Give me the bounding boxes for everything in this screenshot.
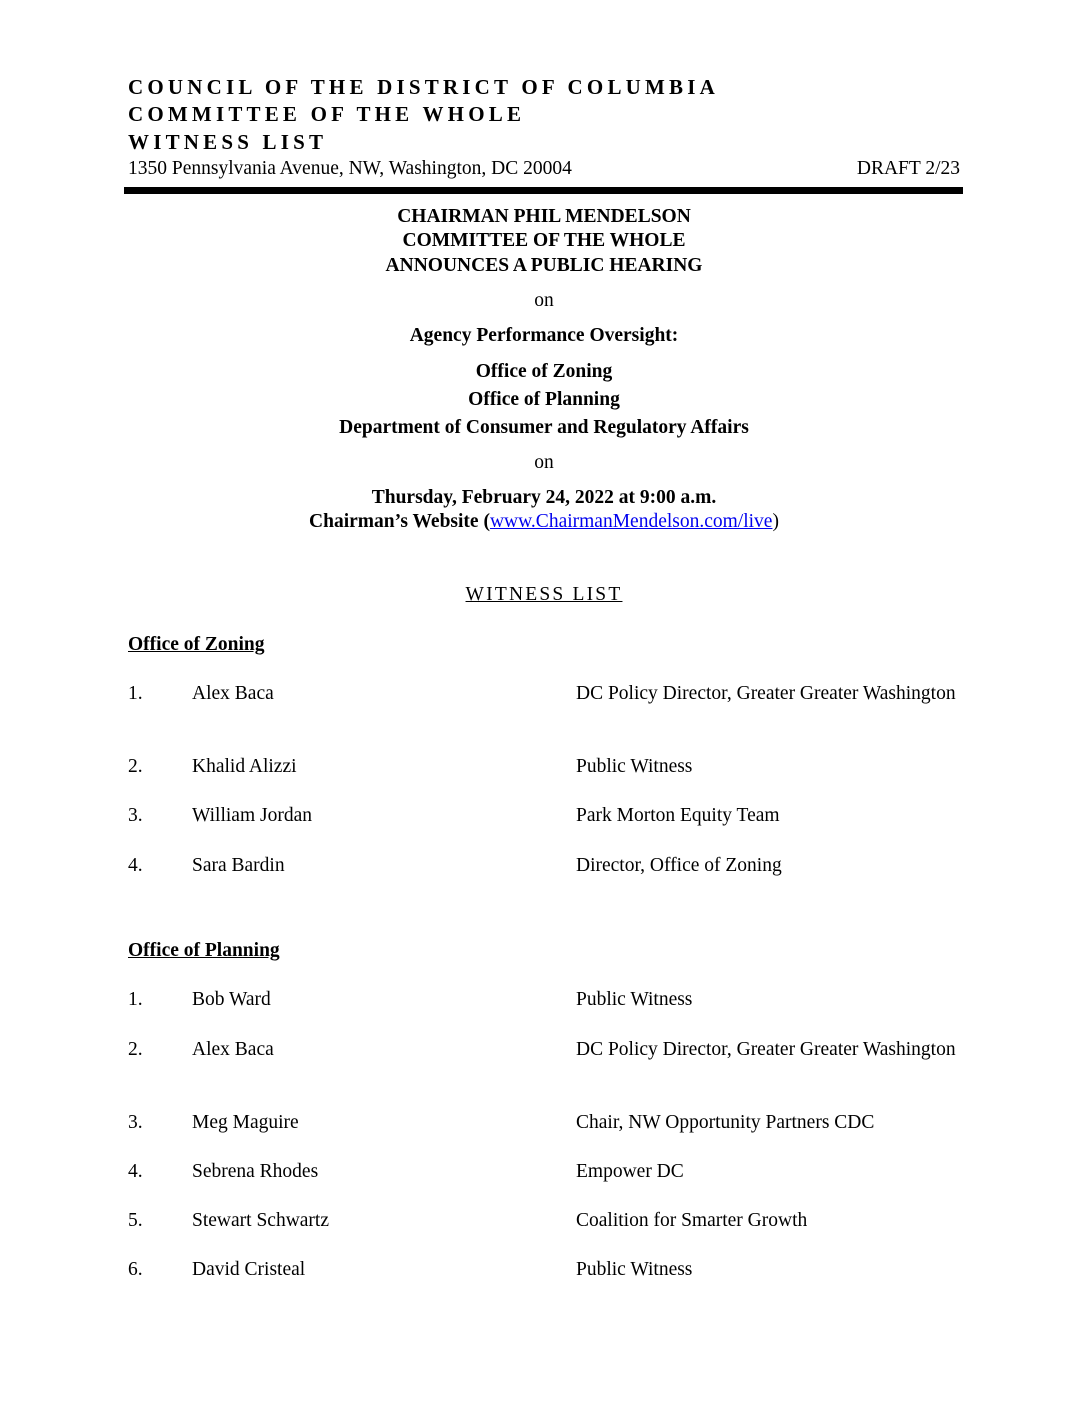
section-title-planning: Office of Planning — [128, 940, 280, 961]
witness-number: 4. — [128, 855, 143, 876]
website-prefix: Chairman’s Website ( — [309, 511, 490, 532]
on-text: on — [534, 290, 554, 311]
on-text: on — [534, 452, 554, 473]
witness-number: 6. — [128, 1259, 143, 1280]
agency-planning: Office of Planning — [468, 389, 620, 410]
witness-affiliation: Coalition for Smarter Growth — [576, 1210, 808, 1231]
witness-name: Bob Ward — [192, 989, 271, 1010]
agency-zoning: Office of Zoning — [475, 361, 613, 382]
witness-number: 4. — [128, 1161, 143, 1182]
witness-affiliation: Public Witness — [576, 756, 693, 777]
witness-name: William Jordan — [192, 805, 312, 826]
witness-list-heading — [0, 583, 1088, 607]
witness-number: 2. — [128, 1039, 143, 1060]
website-line — [0, 510, 1088, 534]
hearing-topic: Agency Performance Oversight: — [409, 325, 679, 346]
witness-name: Alex Baca — [192, 683, 274, 704]
witness-name: Sebrena Rhodes — [192, 1161, 319, 1182]
committee-line: COMMITTEE OF THE WHOLE — [402, 230, 686, 251]
witness-affiliation: Park Morton Equity Team — [576, 805, 780, 826]
witness-number: 3. — [128, 805, 143, 826]
witness-name: Alex Baca — [192, 1039, 274, 1060]
witness-affiliation: Chair, NW Opportunity Partners CDC — [576, 1112, 875, 1133]
witness-affiliation: Public Witness — [576, 1259, 693, 1280]
witness-number: 1. — [128, 683, 143, 704]
witness-list-title: WITNESS LIST — [128, 130, 328, 154]
website-suffix: ) — [772, 511, 779, 532]
witness-name: Meg Maguire — [192, 1112, 299, 1133]
witness-affiliation: Director, Office of Zoning — [576, 855, 782, 876]
agency-dcra: Department of Consumer and Regulatory Affairs — [339, 417, 749, 438]
chairman-line: CHAIRMAN PHIL MENDELSON — [397, 206, 691, 227]
witness-number: 1. — [128, 989, 143, 1010]
address: 1350 Pennsylvania Avenue, NW, Washington, DC 20004 — [128, 158, 572, 179]
witness-name: Stewart Schwartz — [192, 1210, 329, 1231]
hearing-line: ANNOUNCES A PUBLIC HEARING — [385, 255, 703, 276]
witness-name: Sara Bardin — [192, 855, 285, 876]
committee-title: COMMITTEE OF THE WHOLE — [128, 102, 526, 126]
header-divider — [124, 187, 963, 194]
witness-list-heading-text: WITNESS LIST — [465, 584, 623, 605]
witness-number: 3. — [128, 1112, 143, 1133]
witness-affiliation: Empower DC — [576, 1161, 684, 1182]
witness-name: David Cristeal — [192, 1259, 306, 1280]
witness-number: 2. — [128, 756, 143, 777]
witness-affiliation: DC Policy Director, Greater Greater Washington — [576, 1039, 956, 1060]
council-title: COUNCIL OF THE DISTRICT OF COLUMBIA — [128, 75, 719, 99]
website-link[interactable]: www.ChairmanMendelson.com/live — [489, 511, 773, 532]
witness-name: Khalid Alizzi — [192, 756, 297, 777]
witness-affiliation: DC Policy Director, Greater Greater Washington — [576, 683, 956, 704]
witness-number: 5. — [128, 1210, 143, 1231]
witness-affiliation: Public Witness — [576, 989, 693, 1010]
draft-label: DRAFT 2/23 — [856, 158, 960, 179]
section-title-zoning: Office of Zoning — [128, 634, 265, 655]
hearing-datetime: Thursday, February 24, 2022 at 9:00 a.m. — [371, 487, 717, 508]
